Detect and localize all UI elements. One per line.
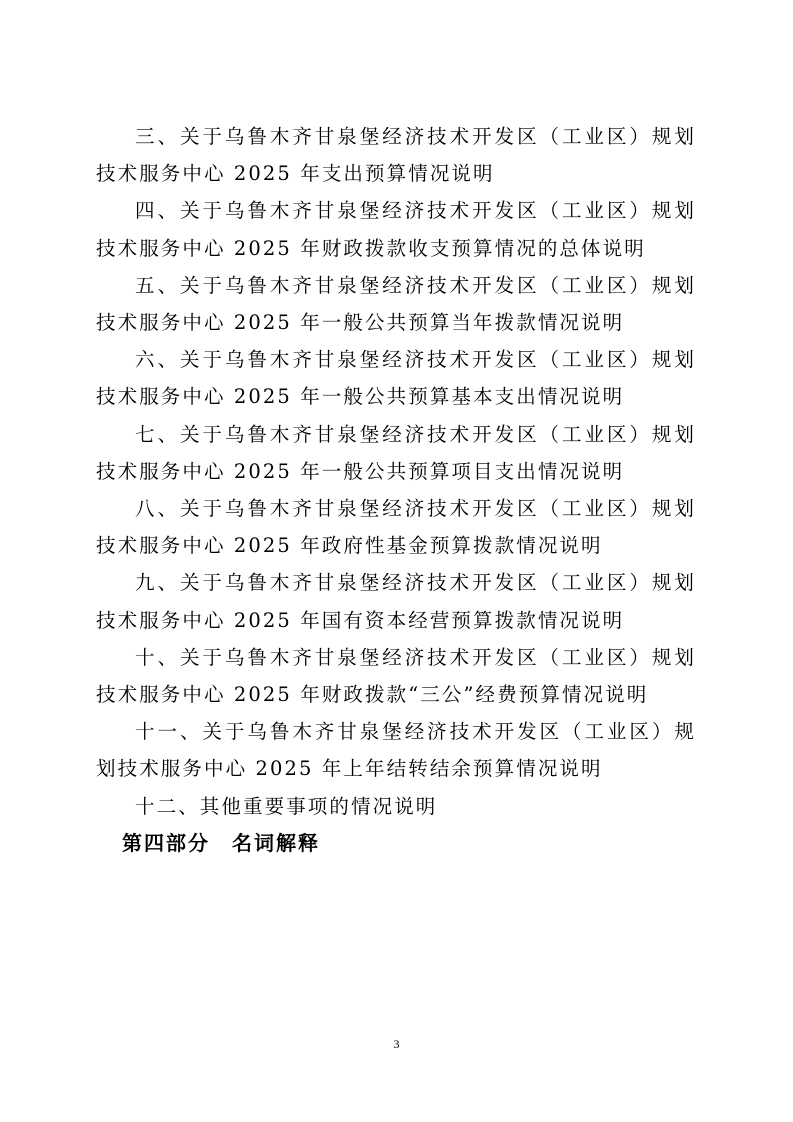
toc-item-7: 七、关于乌鲁木齐甘泉堡经济技术开发区（工业区）规划技术服务中心 2025 年一般公共预算项目支出情况说明 (96, 422, 696, 483)
toc-item-12: 十二、其他重要事项的情况说明 (135, 794, 438, 818)
page-number: 3 (393, 1037, 400, 1051)
section-heading: 第四部分 名词解释 (122, 830, 320, 855)
toc-item-6: 六、关于乌鲁木齐甘泉堡经济技术开发区（工业区）规划技术服务中心 2025 年一般公共预算基本支出情况说明 (96, 348, 696, 409)
toc-item-9: 九、关于乌鲁木齐甘泉堡经济技术开发区（工业区）规划技术服务中心 2025 年国有资本经营预算拨款情况说明 (96, 571, 696, 632)
toc-item-5: 五、关于乌鲁木齐甘泉堡经济技术开发区（工业区）规划技术服务中心 2025 年一般公共预算当年拨款情况说明 (96, 273, 696, 335)
toc-item-11: 十一、关于乌鲁木齐甘泉堡经济技术开发区（工业区）规划技术服务中心 2025 年上年结转结余预算情况说明 (96, 720, 696, 781)
toc-item-3: 三、关于乌鲁木齐甘泉堡经济技术开发区（工业区）规划技术服务中心 2025 年支出预算情况说明 (96, 125, 696, 186)
toc-item-8: 八、关于乌鲁木齐甘泉堡经济技术开发区（工业区）规划技术服务中心 2025 年政府性基金预算拨款情况说明 (96, 497, 696, 558)
page-content (96, 118, 696, 862)
toc-item-10: 十、关于乌鲁木齐甘泉堡经济技术开发区（工业区）规划技术服务中心 2025 年财政拨款“三公”经费预算情况说明 (96, 645, 696, 707)
toc-item-4: 四、关于乌鲁木齐甘泉堡经济技术开发区（工业区）规划技术服务中心 2025 年财政拨款收支预算情况的总体说明 (96, 199, 696, 260)
